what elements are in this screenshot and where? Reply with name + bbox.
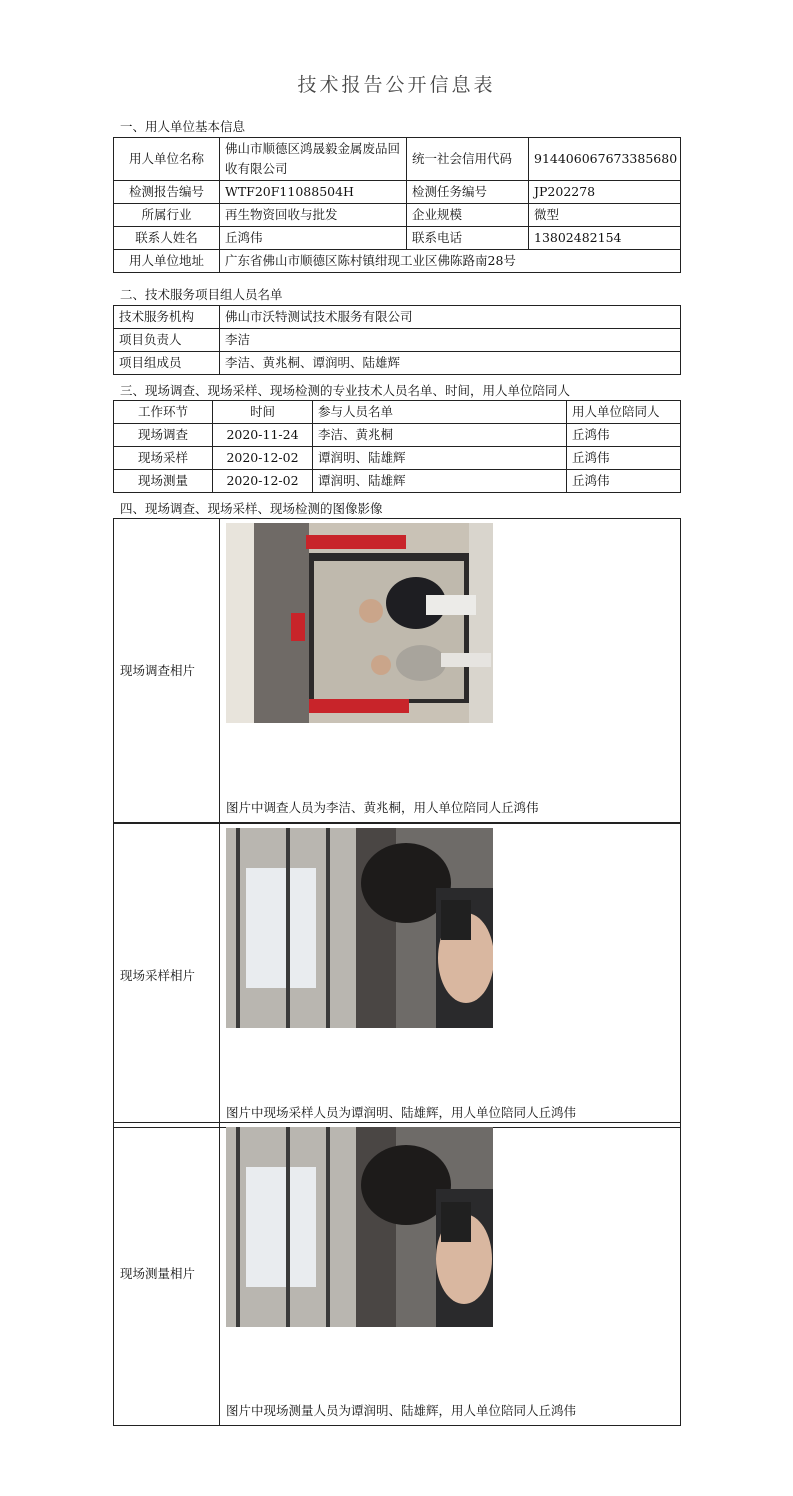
cell-stage: 现场采样 — [114, 447, 213, 470]
header-time: 时间 — [213, 401, 313, 424]
value-task-no: JP202278 — [529, 181, 681, 204]
cell-stage: 现场调查 — [114, 424, 213, 447]
value-members: 李洁、黄兆桐、谭润明、陆雄辉 — [220, 352, 681, 375]
sampling-photo — [226, 828, 493, 1028]
label-leader: 项目负责人 — [114, 329, 220, 352]
label-task-no: 检测任务编号 — [407, 181, 529, 204]
label-members: 项目组成员 — [114, 352, 220, 375]
value-industry: 再生物资回收与批发 — [220, 204, 407, 227]
fieldwork-table — [113, 400, 681, 493]
cell-companion: 丘鸿伟 — [567, 424, 681, 447]
label-phone: 联系电话 — [407, 227, 529, 250]
measuring-photo-image — [226, 1127, 493, 1327]
cell-stage: 现场测量 — [114, 470, 213, 493]
page-title: 技术报告公开信息表 — [297, 74, 496, 96]
team-table — [113, 305, 681, 375]
section3-heading: 三、现场调查、现场采样、现场检测的专业技术人员名单、时间，用人单位陪同人 — [120, 383, 571, 398]
section1-heading: 一、用人单位基本信息 — [120, 119, 246, 134]
value-leader: 李洁 — [220, 329, 681, 352]
label-contact: 联系人姓名 — [114, 227, 220, 250]
table-row — [114, 424, 681, 447]
header-participants: 参与人员名单 — [313, 401, 567, 424]
measuring-photo-label: 现场测量相片 — [114, 1123, 220, 1426]
measuring-photo — [226, 1127, 493, 1327]
basic-info-table — [113, 137, 681, 273]
measuring-photo-caption: 图片中现场测量人员为谭润明、陆雄辉，用人单位陪同人丘鸿伟 — [226, 1403, 577, 1418]
sampling-photo-caption: 图片中现场采样人员为谭润明、陆雄辉，用人单位陪同人丘鸿伟 — [226, 1105, 577, 1120]
label-agency: 技术服务机构 — [114, 306, 220, 329]
value-contact: 丘鸿伟 — [220, 227, 407, 250]
survey-photo-caption: 图片中调查人员为李洁、黄兆桐，用人单位陪同人丘鸿伟 — [226, 800, 539, 815]
cell-time: 2020-12-02 — [213, 447, 313, 470]
value-scale: 微型 — [529, 204, 681, 227]
header-stage: 工作环节 — [114, 401, 213, 424]
survey-photo-table — [113, 518, 681, 823]
value-report-no: WTF20F11088504H — [220, 181, 407, 204]
value-company-name: 佛山市顺德区鸿晟毅金属废品回收有限公司 — [220, 138, 407, 181]
value-phone: 13802482154 — [529, 227, 681, 250]
sampling-photo-table — [113, 823, 681, 1128]
survey-photo-label: 现场调查相片 — [114, 519, 220, 823]
sampling-photo-image — [226, 828, 493, 1028]
cell-companion: 丘鸿伟 — [567, 447, 681, 470]
cell-participants: 李洁、黄兆桐 — [313, 424, 567, 447]
cell-time: 2020-11-24 — [213, 424, 313, 447]
cell-participants: 谭润明、陆雄辉 — [313, 447, 567, 470]
survey-photo-image — [226, 523, 493, 723]
cell-participants: 谭润明、陆雄辉 — [313, 470, 567, 493]
table-row — [114, 447, 681, 470]
sampling-photo-label: 现场采样相片 — [114, 824, 220, 1128]
label-company-name: 用人单位名称 — [114, 138, 220, 181]
section2-heading: 二、技术服务项目组人员名单 — [120, 287, 283, 302]
value-agency: 佛山市沃特测试技术服务有限公司 — [220, 306, 681, 329]
label-address: 用人单位地址 — [114, 250, 220, 273]
header-companion: 用人单位陪同人 — [567, 401, 681, 424]
section4-heading: 四、现场调查、现场采样、现场检测的图像影像 — [120, 501, 383, 516]
table-row — [114, 470, 681, 493]
value-credit-code: 914406067673385680 — [529, 138, 681, 181]
value-address: 广东省佛山市顺德区陈村镇绀现工业区佛陈路南28号 — [220, 250, 681, 273]
label-scale: 企业规模 — [407, 204, 529, 227]
measuring-photo-table — [113, 1122, 681, 1426]
label-industry: 所属行业 — [114, 204, 220, 227]
survey-photo — [226, 523, 493, 723]
cell-companion: 丘鸿伟 — [567, 470, 681, 493]
label-report-no: 检测报告编号 — [114, 181, 220, 204]
cell-time: 2020-12-02 — [213, 470, 313, 493]
label-credit-code: 统一社会信用代码 — [407, 138, 529, 181]
